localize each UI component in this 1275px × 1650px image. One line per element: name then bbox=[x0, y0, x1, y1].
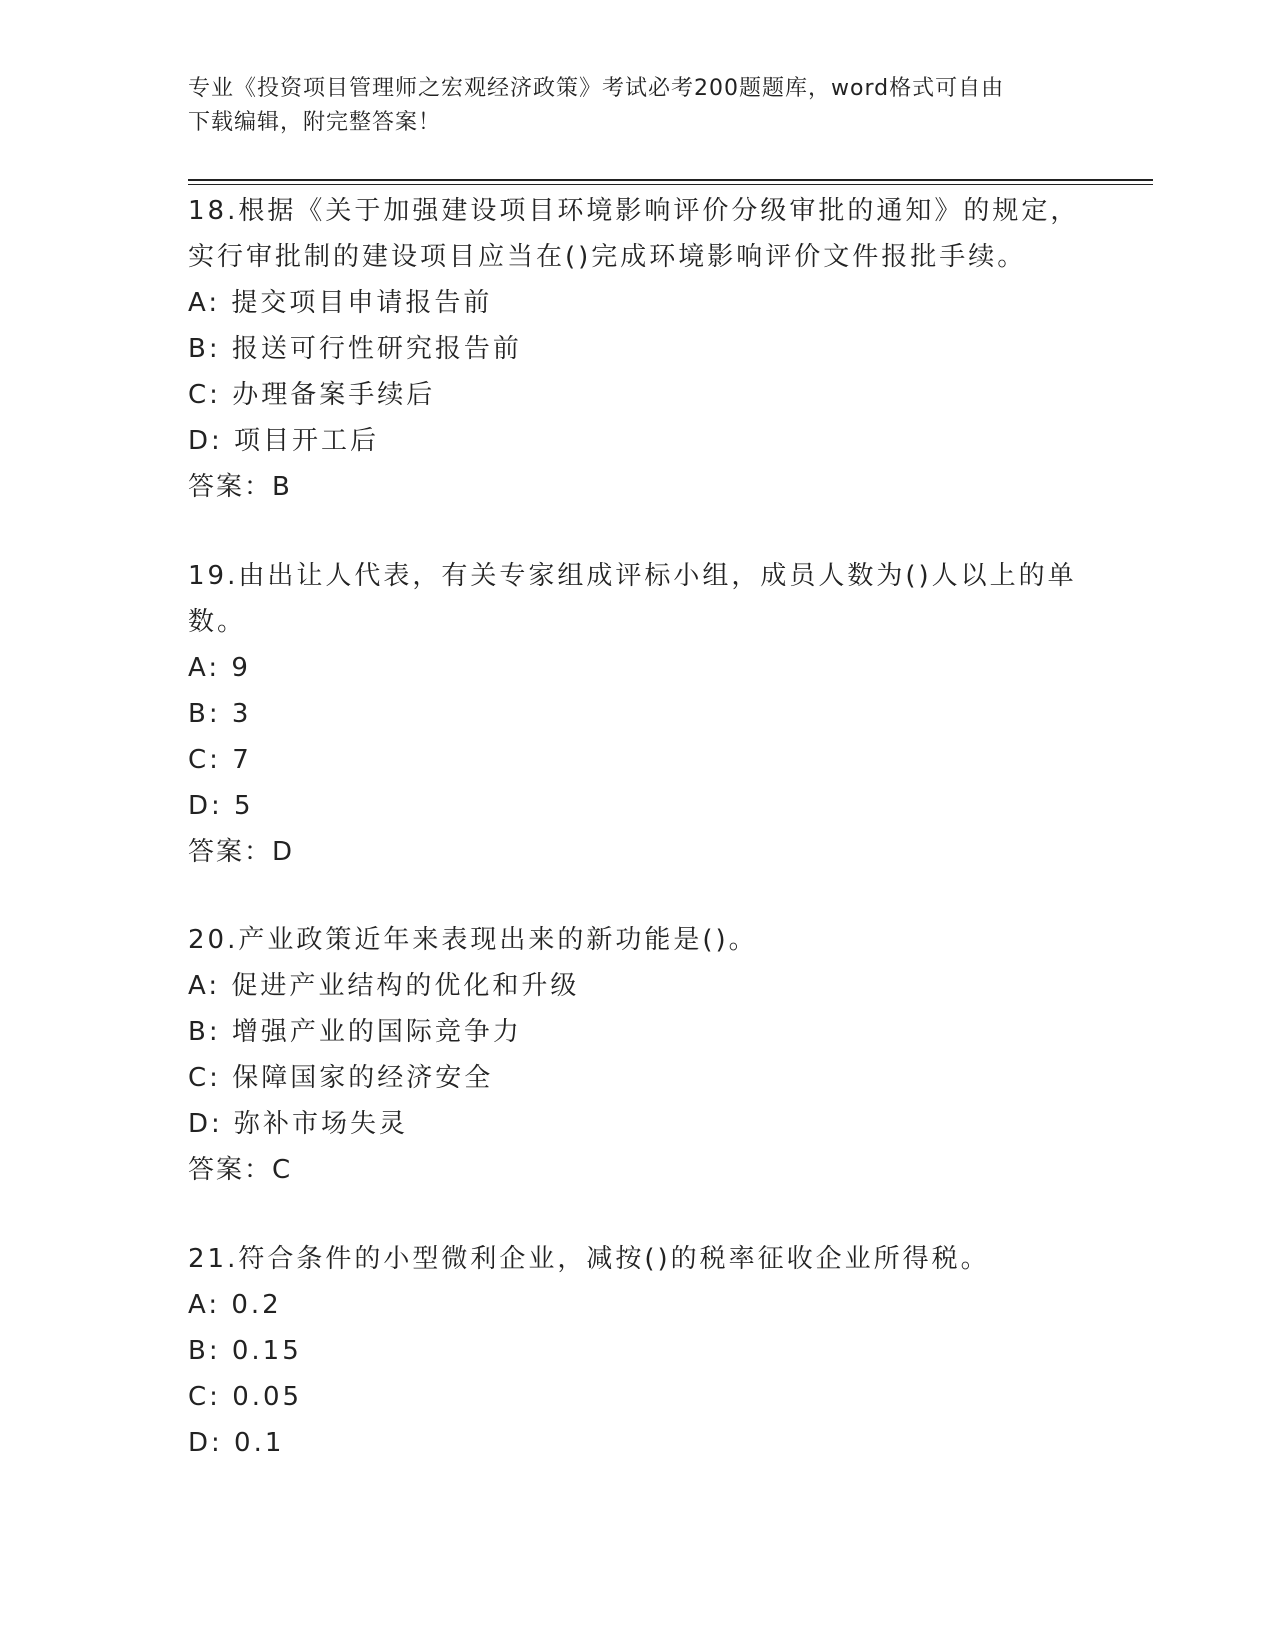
option-text: 增强产业的国际竞争力 bbox=[231, 1017, 522, 1047]
question-stem-line: 数。 bbox=[188, 607, 247, 637]
document-intro bbox=[188, 72, 1088, 140]
option-label: C: bbox=[188, 380, 233, 410]
option-label: A: bbox=[188, 653, 232, 683]
option-a bbox=[188, 280, 1088, 326]
option-d bbox=[188, 1420, 1088, 1466]
option-a bbox=[188, 1282, 1088, 1328]
question-stem-line: 19.由出让人代表，有关专家组成评标小组，成员人数为()人以上的单 bbox=[188, 561, 1077, 591]
option-text: 7 bbox=[232, 745, 252, 775]
question-stem-line: 18.根据《关于加强建设项目环境影响评价分级审批的通知》的规定， bbox=[188, 196, 1080, 226]
option-d bbox=[188, 1101, 1088, 1147]
option-text: 0.2 bbox=[231, 1290, 282, 1320]
option-text: 0.05 bbox=[232, 1382, 303, 1412]
option-label: B: bbox=[188, 1336, 232, 1366]
option-a bbox=[188, 963, 1088, 1009]
option-label: D: bbox=[188, 1109, 235, 1139]
option-label: A: bbox=[188, 971, 232, 1001]
option-text: 保障国家的经济安全 bbox=[232, 1063, 494, 1093]
question-19 bbox=[188, 553, 1088, 875]
option-text: 0.15 bbox=[231, 1336, 302, 1366]
option-text: 5 bbox=[234, 791, 254, 821]
option-text: 办理备案手续后 bbox=[232, 380, 436, 410]
option-b bbox=[188, 1328, 1088, 1374]
option-label: D: bbox=[188, 426, 235, 456]
option-b bbox=[188, 326, 1088, 372]
answer: 答案：C bbox=[188, 1155, 293, 1185]
option-label: D: bbox=[188, 791, 235, 821]
option-d bbox=[188, 418, 1088, 464]
option-c bbox=[188, 737, 1088, 783]
question-stem-line: 实行审批制的建设项目应当在()完成环境影响评价文件报批手续。 bbox=[188, 242, 1027, 272]
option-text: 报送可行性研究报告前 bbox=[231, 334, 522, 364]
option-text: 0.1 bbox=[234, 1428, 285, 1458]
option-label: C: bbox=[188, 1063, 233, 1093]
option-text: 3 bbox=[231, 699, 252, 729]
question-stem-line: 21.符合条件的小型微利企业，减按()的税率征收企业所得税。 bbox=[188, 1244, 990, 1274]
option-b bbox=[188, 1009, 1088, 1055]
option-c bbox=[188, 1374, 1088, 1420]
option-d bbox=[188, 783, 1088, 829]
answer: 答案：D bbox=[188, 837, 295, 867]
option-label: A: bbox=[188, 1290, 232, 1320]
option-text: 9 bbox=[231, 653, 251, 683]
header-divider-top bbox=[188, 179, 1153, 181]
question-20 bbox=[188, 917, 1088, 1193]
option-b bbox=[188, 691, 1088, 737]
intro-line-1: 专业《投资项目管理师之宏观经济政策》考试必考200题题库，word格式可自由 bbox=[188, 76, 1005, 101]
option-text: 项目开工后 bbox=[234, 426, 380, 456]
question-stem-line: 20.产业政策近年来表现出来的新功能是()。 bbox=[188, 925, 758, 955]
option-label: C: bbox=[188, 745, 233, 775]
option-label: B: bbox=[188, 699, 232, 729]
option-label: C: bbox=[188, 1382, 233, 1412]
option-c bbox=[188, 372, 1088, 418]
option-label: D: bbox=[188, 1428, 235, 1458]
option-text: 促进产业结构的优化和升级 bbox=[231, 971, 580, 1001]
header-divider-bottom bbox=[188, 184, 1153, 185]
option-label: B: bbox=[188, 334, 232, 364]
intro-line-2: 下载编辑，附完整答案！ bbox=[188, 110, 442, 135]
option-label: B: bbox=[188, 1017, 232, 1047]
question-21 bbox=[188, 1236, 1088, 1466]
answer: 答案：B bbox=[188, 472, 292, 502]
option-a bbox=[188, 645, 1088, 691]
option-text: 提交项目申请报告前 bbox=[231, 288, 493, 318]
question-18 bbox=[188, 188, 1088, 510]
option-text: 弥补市场失灵 bbox=[234, 1109, 409, 1139]
option-label: A: bbox=[188, 288, 232, 318]
option-c bbox=[188, 1055, 1088, 1101]
